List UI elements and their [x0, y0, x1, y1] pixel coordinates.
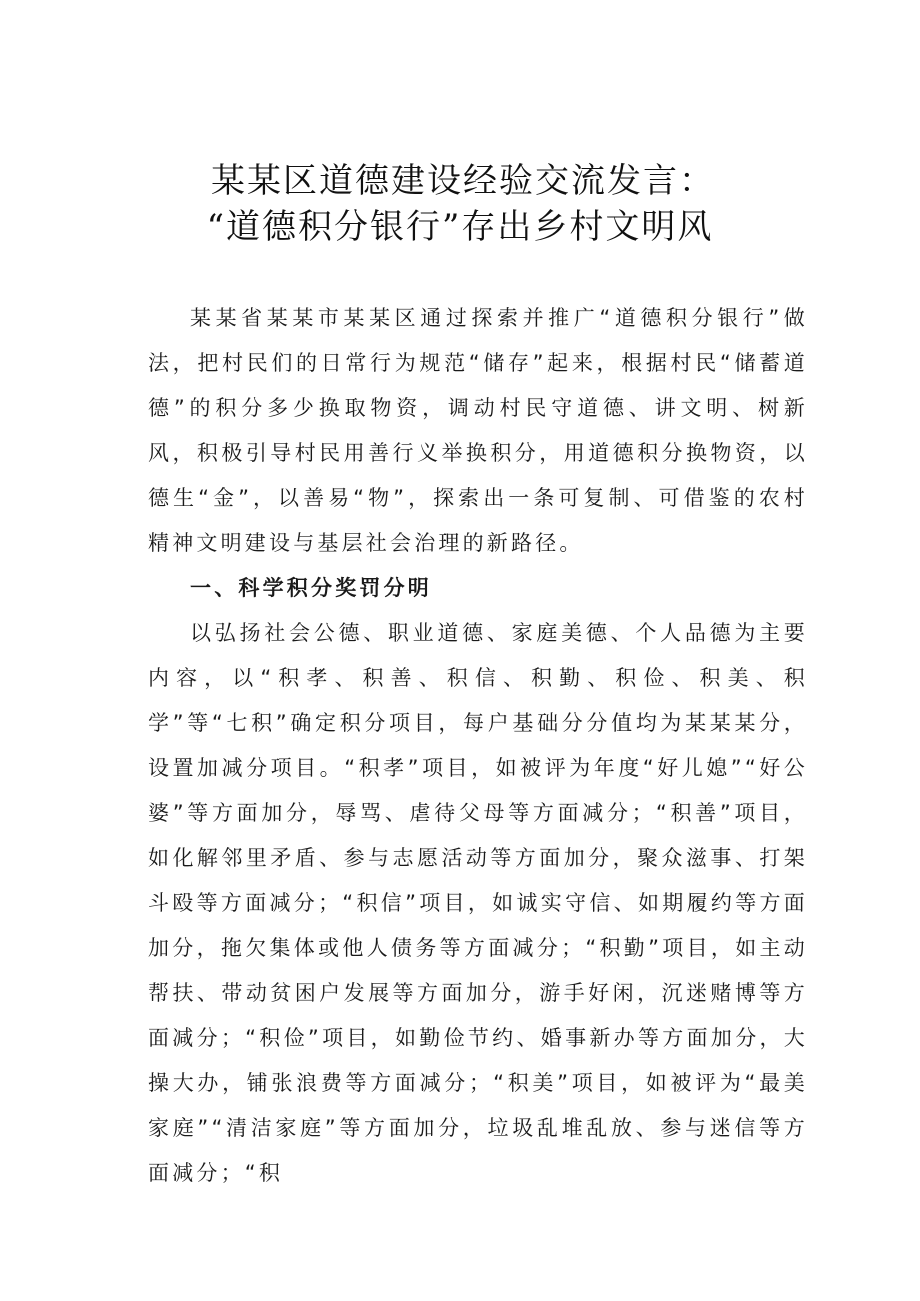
- section-1-paragraph: 以弘扬社会公德、职业道德、家庭美德、个人品德为主要内容，以“积孝、积善、积信、积勤、积俭、积美、积学”等“七积”确定积分项目，每户基础分分值均为某某某分，设置加减分项目。“积孝”项目，如被评为年度“好儿媳”“好公婆”等方面加分，辱骂、虐待父母等方面减分；“积善”项目，如化解邻里矛盾、参与志愿活动等方面加分，聚众滋事、打架斗殴等方面减分；“积信”项目，如诚实守信、如期履约等方面加分，拖欠集体或他人债务等方面减分；“积勤”项目，如主动帮扶、带动贫困户发展等方面加分，游手好闲，沉迷赌博等方面减分；“积俭”项目，如勤俭节约、婚事新办等方面加分，大操大办，铺张浪费等方面减分；“积美”项目，如被评为“最美家庭”“清洁家庭”等方面加分，垃圾乱堆乱放、参与迷信等方面减分；“积: [148, 621, 808, 1185]
- section-heading-1: 一、科学积分奖罚分明: [190, 576, 432, 600]
- intro-paragraph: 某某省某某市某某区通过探索并推广“道德积分银行”做法，把村民们的日常行为规范“储存”起来，根据村民“储蓄道德”的积分多少换取物资，调动村民守道德、讲文明、树新风，积极引导村民用善行义举换积分，用道德积分换物资，以德生“金”，以善易“物”，探索出一条可复制、可借鉴的农村精神文明建设与基层社会治理的新路径。: [148, 306, 808, 555]
- title-line-1: 某某区道德建设经验交流发言：: [211, 161, 715, 201]
- document-body: [148, 296, 808, 1196]
- title-line-2: “道德积分银行”存出乡村文明风: [206, 207, 714, 247]
- document-title: [0, 158, 920, 250]
